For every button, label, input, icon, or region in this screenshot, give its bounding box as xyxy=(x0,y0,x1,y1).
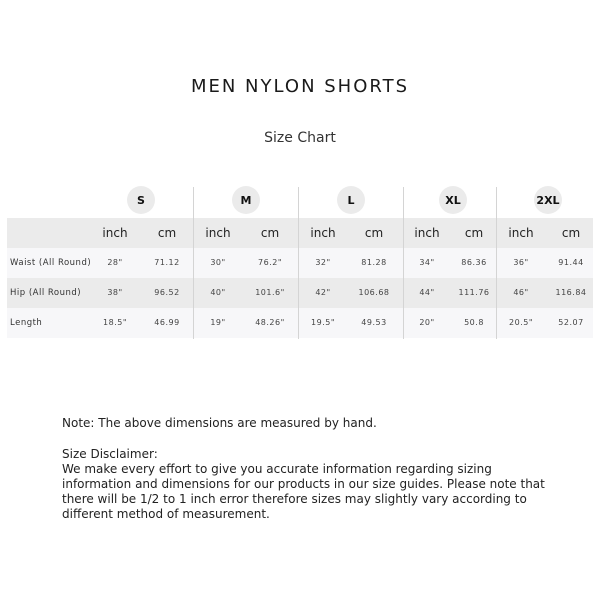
unit-inch-s: inch xyxy=(102,226,128,240)
cell-2xl-inch: 36" xyxy=(513,258,529,267)
cell-s-cm: 46.99 xyxy=(154,318,180,327)
notes-section xyxy=(62,416,562,522)
size-header-row xyxy=(7,186,593,218)
disclaimer-line: different method of measurement. xyxy=(62,507,270,521)
unit-inch-l: inch xyxy=(310,226,336,240)
measurement-note: Note: The above dimensions are measured by hand. xyxy=(62,416,377,430)
unit-cm-xl: cm xyxy=(464,226,484,240)
cell-2xl-inch: 46" xyxy=(513,288,529,297)
size-badge-l: L xyxy=(337,186,365,214)
cell-s-cm: 71.12 xyxy=(154,258,180,267)
unit-cm-s: cm xyxy=(157,226,177,240)
cell-2xl-inch: 20.5" xyxy=(509,318,533,327)
disclaimer-line: information and dimensions for our products in our size guides. Please note that xyxy=(62,477,545,491)
cell-m-cm: 48.26" xyxy=(255,318,285,327)
cell-xl-cm: 50.8 xyxy=(464,318,484,327)
cell-m-inch: 30" xyxy=(210,258,226,267)
size-badge-s: S xyxy=(127,186,155,214)
cell-2xl-cm: 52.07 xyxy=(558,318,584,327)
unit-inch-xl: inch xyxy=(414,226,440,240)
cell-2xl-cm: 116.84 xyxy=(555,288,587,297)
cell-l-inch: 32" xyxy=(315,258,331,267)
unit-inch-m: inch xyxy=(205,226,231,240)
cell-2xl-cm: 91.44 xyxy=(558,258,584,267)
table-row-length xyxy=(7,308,593,338)
cell-s-inch: 38" xyxy=(107,288,123,297)
cell-m-inch: 40" xyxy=(210,288,226,297)
row-label: Hip (All Round) xyxy=(10,288,82,298)
cell-l-cm: 106.68 xyxy=(358,288,390,297)
disclaimer-line: there will be 1/2 to 1 inch error therefore sizes may slightly vary according to xyxy=(62,492,527,506)
table-row-hip xyxy=(7,278,593,308)
cell-s-cm: 96.52 xyxy=(154,288,180,297)
cell-xl-inch: 44" xyxy=(419,288,435,297)
cell-xl-inch: 34" xyxy=(419,258,435,267)
column-divider xyxy=(403,187,404,339)
column-divider xyxy=(193,187,194,339)
row-label: Length xyxy=(10,318,43,328)
disclaimer-line: We make every effort to give you accurate information regarding sizing xyxy=(62,462,492,476)
cell-l-cm: 81.28 xyxy=(361,258,387,267)
cell-l-inch: 19.5" xyxy=(311,318,335,327)
cell-xl-inch: 20" xyxy=(419,318,435,327)
size-badge-xl: XL xyxy=(439,186,467,214)
unit-header-row xyxy=(7,218,593,248)
size-badge-m: M xyxy=(232,186,260,214)
cell-s-inch: 18.5" xyxy=(103,318,127,327)
row-label: Waist (All Round) xyxy=(10,258,92,268)
column-divider xyxy=(298,187,299,339)
cell-m-cm: 76.2" xyxy=(258,258,282,267)
cell-xl-cm: 86.36 xyxy=(461,258,487,267)
size-badge-2xl: 2XL xyxy=(534,186,562,214)
cell-xl-cm: 111.76 xyxy=(458,288,490,297)
cell-l-cm: 49.53 xyxy=(361,318,387,327)
page-title: MEN NYLON SHORTS xyxy=(190,76,410,97)
cell-s-inch: 28" xyxy=(107,258,123,267)
page-subtitle: Size Chart xyxy=(264,130,336,146)
unit-cm-l: cm xyxy=(364,226,384,240)
unit-inch-2xl: inch xyxy=(508,226,534,240)
unit-cm-m: cm xyxy=(260,226,280,240)
size-chart-table xyxy=(7,186,593,340)
cell-m-cm: 101.6" xyxy=(255,288,285,297)
cell-l-inch: 42" xyxy=(315,288,331,297)
disclaimer-title: Size Disclaimer: xyxy=(62,447,158,461)
column-divider xyxy=(496,187,497,339)
unit-cm-2xl: cm xyxy=(561,226,581,240)
cell-m-inch: 19" xyxy=(210,318,226,327)
table-row-waist xyxy=(7,248,593,278)
